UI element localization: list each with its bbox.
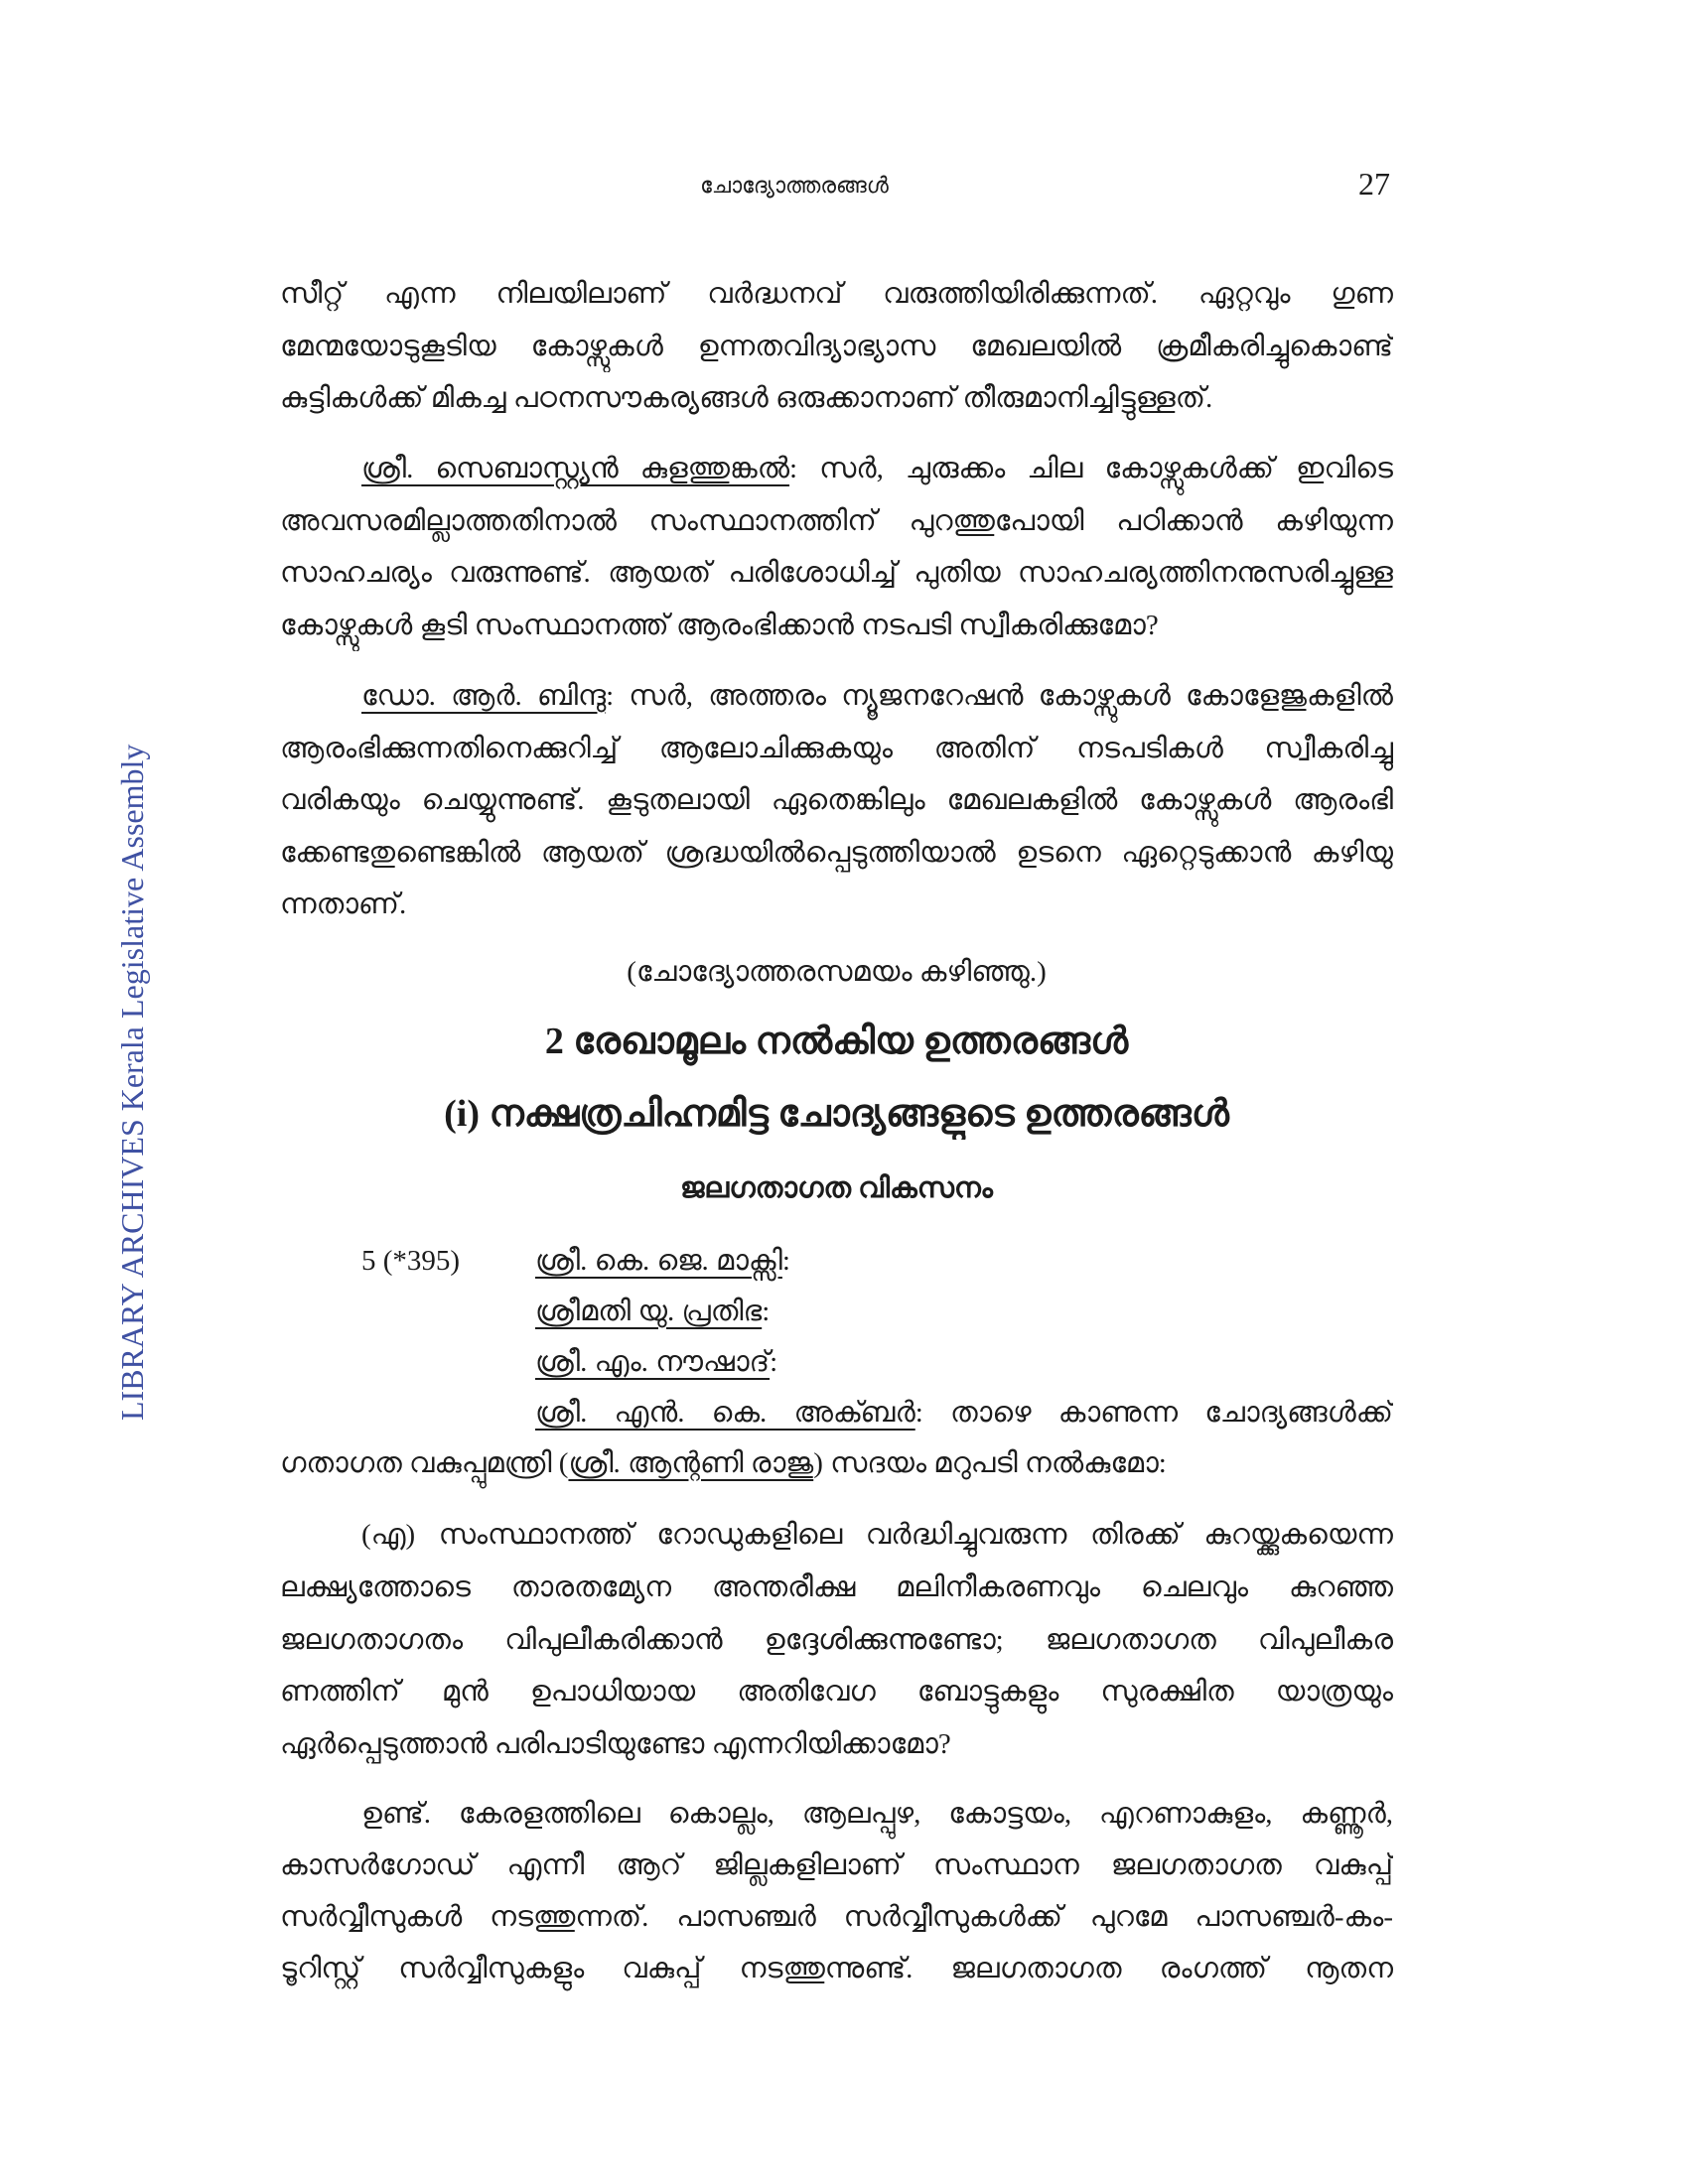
question-number: 5 (*395) xyxy=(361,1245,461,1277)
text-line: ടൂറിസ്റ്റ് സർവ്വീസുകളും വകുപ്പ് നടത്തുന്നുണ്ട്. ജലഗതാഗത രംഗത്ത് നൂതന xyxy=(280,1953,1393,1984)
member-name: ശ്രീ. എം. നൗഷാദ് xyxy=(535,1346,771,1378)
member-name: ശ്രീമതി യു. പ്രതിഭ xyxy=(535,1296,763,1327)
supplementary-question-paragraph xyxy=(280,443,1393,651)
text-line: ണത്തിന് മുൻ ഉപാധിയായ അതിവേഗ ബോട്ടുകളും സുരക്ഷിത യാത്രയും xyxy=(280,1676,1393,1708)
member-suffix: : xyxy=(762,1296,771,1327)
page-number: 27 xyxy=(1358,166,1390,202)
question-part-a xyxy=(280,1509,1393,1771)
member-name: ശ്രീ. എൻ. കെ. അക്ബർ xyxy=(535,1397,915,1429)
text-run: : താഴെ കാണുന്ന ചോദ്യങ്ങൾക്ക് xyxy=(914,1397,1393,1429)
text-line: സാഹചര്യം വരുന്നുണ്ട്. ആയത് പരിശോധിച്ച് പുതിയ സാഹചര്യത്തിനനുസരിച്ചുള്ള xyxy=(280,557,1393,589)
text-line: കുട്ടികൾക്ക് മികച്ച പഠനസൗകര്യങ്ങൾ ഒരുക്കാനാണ് തീരുമാനിച്ചിട്ടുള്ളത്. xyxy=(280,382,1213,414)
minister-name: ശ്രീ. ആന്റണി രാജു xyxy=(568,1447,814,1479)
text-line: (എ) സംസ്ഥാനത്ത് റോഡുകളിലെ വർദ്ധിച്ചുവരുന്ന തിരക്ക് കുറയ്ക്കുകയെന്ന xyxy=(361,1519,1393,1551)
answer-paragraph xyxy=(280,1788,1393,1994)
text-line: ഉണ്ട്. കേരളത്തിലെ കൊല്ലം, ആലപ്പുഴ, കോട്ടയം, എറണാകുളം, കണ്ണൂർ, xyxy=(361,1798,1393,1830)
text-line: ന്നതാണ്. xyxy=(280,888,407,920)
addressee-line xyxy=(280,1438,1393,1489)
text-run: ) സദയം മറുപടി നൽകുമോ: xyxy=(813,1447,1167,1479)
text-line: കാസർഗോഡ് എന്നീ ആറ് ജില്ലകളിലാണ് സംസ്ഥാന ജലഗതാഗത വകുപ്പ് xyxy=(280,1849,1393,1881)
text-line: സർവ്വീസുകൾ നടത്തുന്നത്. പാസഞ്ചർ സർവ്വീസുകൾക്ക് പുറമേ പാസഞ്ചർ-കം- xyxy=(280,1901,1393,1933)
text-line: മേന്മയോടുകൂടിയ കോഴ്സുകൾ ഉന്നതവിദ്യാഭ്യാസ മേഖലയിൽ ക്രമീകരിച്ചുകൊണ്ട് xyxy=(280,330,1393,362)
text-line: ആരംഭിക്കുന്നതിനെക്കുറിച്ച് ആലോചിക്കുകയും അതിന് നടപടികൾ സ്വീകരിച്ചു xyxy=(280,732,1393,764)
session-note: (ചോദ്യോത്തരസമയം കഴിഞ്ഞു.) xyxy=(627,956,1047,988)
text-line: ഏർപ്പെടുത്താൻ പരിപാടിയുണ്ടോ എന്നറിയിക്കാമോ? xyxy=(280,1728,951,1760)
text-line: ക്കേണ്ടതുണ്ടെങ്കിൽ ആയത് ശ്രദ്ധയിൽപ്പെടുത്തിയാൽ ഉടനെ ഏറ്റെടുക്കാൻ കഴിയു xyxy=(280,836,1393,869)
text-line: വരികയും ചെയ്യുന്നുണ്ട്. കൂടുതലായി ഏതെങ്കിലും മേഖലകളിൽ കോഴ്സുകൾ ആരംഭി xyxy=(280,784,1393,816)
minister-reply-paragraph xyxy=(280,670,1393,931)
text-line: കോഴ്സുകൾ കൂടി സംസ്ഥാനത്ത് ആരംഭിക്കാൻ നടപടി സ്വീകരിക്കുമോ? xyxy=(280,609,1159,641)
text-line: ലക്ഷ്യത്തോടെ താരതമ്യേന അന്തരീക്ഷ മലിനീകരണവും ചെലവും കുറഞ്ഞ xyxy=(280,1570,1393,1603)
member-name: ശ്രീ. കെ. ജെ. മാക്സി xyxy=(535,1245,782,1277)
topic-title: ജലഗതാഗത വികസനം xyxy=(680,1172,993,1204)
speaker-name: ശ്രീ. സെബാസ്റ്റ്യൻ കുളത്തുങ്കൽ xyxy=(361,453,790,484)
text-run: : സർ, അത്തരം ന്യൂജനറേഷൻ കോഴ്സുകൾ കോളേജുകളിൽ xyxy=(606,680,1393,712)
text-line: അവസരമില്ലാത്തതിനാൽ സംസ്ഥാനത്തിന് പുറത്തുപോയി പഠിക്കാൻ കഴിയുന്ന xyxy=(280,504,1393,537)
continuation-paragraph xyxy=(280,268,1393,425)
member-line xyxy=(280,1287,1393,1337)
text-run: ഗതാഗത വകുപ്പുമന്ത്രി ( xyxy=(280,1447,569,1479)
side-watermark: LIBRARY ARCHIVES Kerala Legislative Assembly xyxy=(114,744,150,1421)
running-title: ചോദ്യോത്തരങ്ങൾ xyxy=(700,173,889,198)
subsection-heading: (i) നക്ഷത്രചിഹ്നമിട്ട ചോദ്യങ്ങളുടെ ഉത്തരങ്ങൾ xyxy=(444,1093,1229,1135)
member-suffix: : xyxy=(770,1346,778,1378)
text-line: സീറ്റ് എന്ന നിലയിലാണ് വർദ്ധനവ് വരുത്തിയിരിക്കുന്നത്. ഏറ്റവും ഗുണ xyxy=(280,278,1393,310)
question-block xyxy=(280,1236,1393,1489)
text-line: ജലഗതാഗതം വിപുലീകരിക്കാൻ ഉദ്ദേശിക്കുന്നുണ്ടോ; ജലഗതാഗത വിപുലീകര xyxy=(280,1623,1393,1656)
speaker-name: ഡോ. ആർ. ബിന്ദു xyxy=(361,680,607,712)
member-suffix: : xyxy=(781,1245,790,1277)
text-line xyxy=(280,670,1393,723)
text-run: : സർ, ചുരുക്കം ചില കോഴ്സുകൾക്ക് ഇവിടെ xyxy=(789,453,1393,484)
section-heading: 2 രേഖാമൂലം നൽകിയ ഉത്തരങ്ങൾ xyxy=(544,1021,1129,1062)
member-line xyxy=(280,1388,1393,1438)
member-line xyxy=(280,1337,1393,1388)
text-line xyxy=(280,443,1393,495)
